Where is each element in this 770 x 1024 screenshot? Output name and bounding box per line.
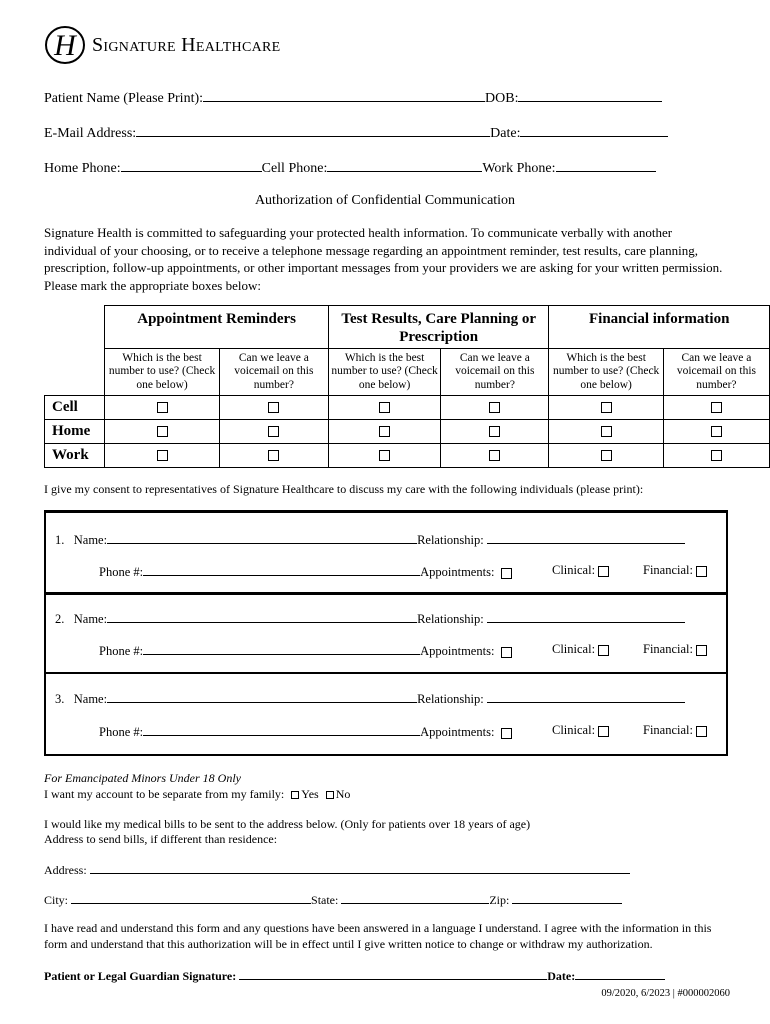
relationship-field[interactable] bbox=[487, 690, 685, 703]
financial-checkbox[interactable] bbox=[696, 566, 707, 577]
financial-label: Financial: bbox=[643, 642, 693, 656]
appointments-label: Appointments: bbox=[420, 725, 495, 739]
checkbox[interactable] bbox=[157, 426, 168, 437]
signature-date-field[interactable] bbox=[575, 967, 665, 980]
cell-phone-label: Cell Phone: bbox=[261, 161, 328, 176]
relationship-label: Relationship: bbox=[417, 692, 484, 706]
subheader-best-number: Which is the best number to use? (Check one below) bbox=[549, 349, 663, 396]
relationship-field[interactable] bbox=[487, 531, 685, 544]
checkbox[interactable] bbox=[268, 426, 279, 437]
logo-mark-icon bbox=[44, 25, 86, 65]
state-label: State: bbox=[311, 893, 339, 907]
name-label: Name: bbox=[73, 692, 108, 706]
email-field[interactable] bbox=[136, 122, 490, 137]
section-title: Authorization of Confidential Communication bbox=[254, 193, 516, 208]
table-row bbox=[45, 396, 770, 420]
logo bbox=[44, 25, 86, 65]
yes-checkbox[interactable] bbox=[291, 791, 299, 799]
zip-label: Zip: bbox=[489, 893, 510, 907]
checkbox[interactable] bbox=[379, 426, 390, 437]
home-phone-field[interactable] bbox=[121, 157, 262, 172]
billing-line-1: I would like my medical bills to be sent to the address below. (Only for patients over 18 years of age) bbox=[44, 817, 531, 831]
signature-field[interactable] bbox=[239, 967, 547, 980]
appointments-label: Appointments: bbox=[420, 644, 495, 658]
patient-name-row bbox=[44, 87, 662, 107]
phone-field[interactable] bbox=[143, 563, 420, 576]
checkbox[interactable] bbox=[489, 450, 500, 461]
name-label: Name: bbox=[73, 533, 108, 547]
subheader-best-number: Which is the best number to use? (Check one below) bbox=[105, 349, 219, 396]
signature-date-label: Date: bbox=[547, 969, 576, 983]
name-field[interactable] bbox=[107, 531, 417, 544]
email-row bbox=[44, 122, 668, 142]
minors-heading: For Emancipated Minors Under 18 Only bbox=[44, 771, 241, 785]
appointments-checkbox[interactable] bbox=[501, 728, 512, 739]
checkbox[interactable] bbox=[489, 426, 500, 437]
cell-phone-field[interactable] bbox=[327, 157, 482, 172]
checkbox[interactable] bbox=[268, 450, 279, 461]
clinical-checkbox[interactable] bbox=[598, 726, 609, 737]
work-phone-label: Work Phone: bbox=[482, 161, 556, 176]
communication-preferences-table bbox=[44, 305, 770, 468]
date-field[interactable] bbox=[520, 122, 668, 137]
phone-label: Phone #: bbox=[99, 565, 144, 579]
appointments-checkbox[interactable] bbox=[501, 568, 512, 579]
city-field[interactable] bbox=[71, 891, 311, 904]
individual-box-2: 2. Name: Relationship: Phone #: Appointments: Clinical: Financial: bbox=[44, 592, 728, 674]
zip-field[interactable] bbox=[512, 891, 622, 904]
patient-name-field[interactable] bbox=[203, 87, 485, 102]
row-label-work: Work bbox=[45, 444, 105, 468]
checkbox[interactable] bbox=[157, 402, 168, 413]
financial-label: Financial: bbox=[643, 723, 693, 737]
financial-label: Financial: bbox=[643, 563, 693, 577]
table-row bbox=[45, 444, 770, 468]
table-row bbox=[45, 420, 770, 444]
individual-box-1: 1. Name: Relationship: Phone #: Appointments: Clinical: Financial: bbox=[44, 510, 728, 595]
address-field[interactable] bbox=[90, 861, 630, 874]
financial-checkbox[interactable] bbox=[696, 645, 707, 656]
billing-line-2: Address to send bills, if different than residence: bbox=[44, 832, 278, 846]
clinical-checkbox[interactable] bbox=[598, 566, 609, 577]
relationship-field[interactable] bbox=[487, 610, 685, 623]
individual-box-3: 3. Name: Relationship: Phone #: Appointments: Clinical: Financial: bbox=[44, 672, 728, 756]
group-header-financial: Financial information bbox=[549, 306, 770, 349]
subheader-voicemail: Can we leave a voicemail on this number? bbox=[441, 349, 549, 396]
footer-code: 09/2020, 6/2023 | #000002060 bbox=[601, 988, 730, 999]
name-field[interactable] bbox=[107, 610, 417, 623]
clinical-checkbox[interactable] bbox=[598, 645, 609, 656]
name-field[interactable] bbox=[107, 690, 417, 703]
dob-field[interactable] bbox=[518, 87, 662, 102]
home-phone-label: Home Phone: bbox=[44, 161, 121, 176]
checkbox[interactable] bbox=[379, 402, 390, 413]
phone-label: Phone #: bbox=[99, 725, 144, 739]
checkbox[interactable] bbox=[157, 450, 168, 461]
checkbox[interactable] bbox=[601, 426, 612, 437]
patient-name-label: Patient Name (Please Print): bbox=[44, 91, 204, 106]
subheader-voicemail: Can we leave a voicemail on this number? bbox=[219, 349, 328, 396]
yes-label: Yes bbox=[301, 787, 319, 801]
relationship-label: Relationship: bbox=[417, 612, 484, 626]
clinical-label: Clinical: bbox=[552, 563, 596, 577]
minors-question: I want my account to be separate from my family: bbox=[44, 787, 285, 801]
clinical-label: Clinical: bbox=[552, 723, 596, 737]
appointments-checkbox[interactable] bbox=[501, 647, 512, 658]
relationship-label: Relationship: bbox=[417, 533, 484, 547]
minors-question-row bbox=[44, 787, 350, 802]
intro-paragraph: Signature Health is committed to safeguarding your protected health information. To communicate verbally with another individual of your choosing, or to receive a telephone message regarding an appointment reminder, test results, care planning, prescription, follow-up appointments, or other important messages from your providers we are asking for your written permission. Please mark the appropriate boxes below: bbox=[44, 225, 723, 293]
row-label-cell: Cell bbox=[45, 396, 105, 420]
group-header-test-results: Test Results, Care Planning or Prescription bbox=[328, 306, 549, 349]
checkbox[interactable] bbox=[268, 402, 279, 413]
agreement-text: I have read and understand this form and any questions have been answered in a language I understand. I agree with the information in this form and understand that this authorization will be in effect until I give written notice to change or withdraw my authorization. bbox=[44, 921, 712, 951]
phone-label: Phone #: bbox=[99, 644, 144, 658]
name-label: Name: bbox=[73, 612, 108, 626]
consent-text: I give my consent to representatives of Signature Healthcare to discuss my care with the following individuals (please print): bbox=[44, 482, 644, 496]
date-label: Date: bbox=[490, 126, 521, 141]
email-label: E-Mail Address: bbox=[44, 126, 137, 141]
row-label-home: Home bbox=[45, 420, 105, 444]
financial-checkbox[interactable] bbox=[696, 726, 707, 737]
phone-field[interactable] bbox=[143, 642, 420, 655]
signature-label: Patient or Legal Guardian Signature: bbox=[44, 969, 237, 983]
address-row bbox=[44, 861, 630, 878]
no-checkbox[interactable] bbox=[326, 791, 334, 799]
clinical-label: Clinical: bbox=[552, 642, 596, 656]
checkbox[interactable] bbox=[711, 402, 722, 413]
dob-label: DOB: bbox=[485, 91, 519, 106]
subheader-best-number: Which is the best number to use? (Check one below) bbox=[328, 349, 440, 396]
svg-text:H: H bbox=[54, 29, 76, 62]
group-header-appointments: Appointment Reminders bbox=[105, 306, 329, 349]
subheader-voicemail: Can we leave a voicemail on this number? bbox=[663, 349, 769, 396]
checkbox[interactable] bbox=[711, 450, 722, 461]
checkbox[interactable] bbox=[711, 426, 722, 437]
phones-row bbox=[44, 157, 656, 177]
no-label: No bbox=[335, 787, 351, 801]
appointments-label: Appointments: bbox=[420, 565, 495, 579]
state-field[interactable] bbox=[341, 891, 489, 904]
work-phone-field[interactable] bbox=[556, 157, 656, 172]
checkbox[interactable] bbox=[489, 402, 500, 413]
phone-field[interactable] bbox=[143, 723, 420, 736]
address-label: Address: bbox=[44, 863, 87, 877]
city-state-zip-row bbox=[44, 891, 622, 908]
checkbox[interactable] bbox=[379, 450, 390, 461]
city-label: City: bbox=[44, 893, 69, 907]
checkbox[interactable] bbox=[601, 450, 612, 461]
signature-row bbox=[44, 967, 665, 984]
brand-name: Signature Healthcare bbox=[92, 34, 281, 56]
checkbox[interactable] bbox=[601, 402, 612, 413]
